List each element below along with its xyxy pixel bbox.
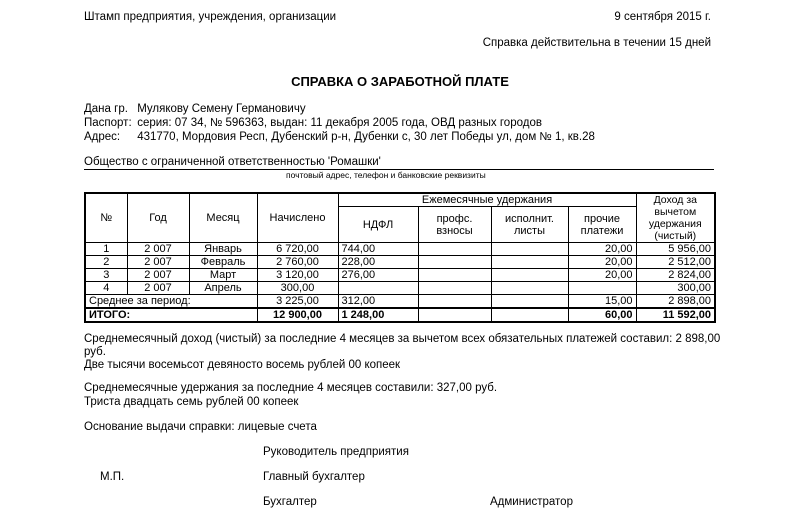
col-union: профс. взносы xyxy=(418,207,491,243)
cell-other xyxy=(568,282,636,295)
total-row xyxy=(85,308,715,322)
address-label: Адрес: xyxy=(84,131,121,143)
cell-month: Апрель xyxy=(189,282,257,295)
table-row xyxy=(85,243,715,256)
signature-administrator: Администратор xyxy=(490,496,573,508)
cell-union xyxy=(418,282,491,295)
recipient-name: Мулякову Семену Германовичу xyxy=(137,103,306,115)
col-net: Доход за вычетом удержания (чистый) xyxy=(636,193,715,243)
cell-accrued: 6 720,00 xyxy=(257,243,338,256)
address-line xyxy=(84,131,595,143)
cell-month: Март xyxy=(189,269,257,282)
cell-writs xyxy=(491,243,568,256)
cell-net: 300,00 xyxy=(636,282,715,295)
recipient-label: Дана гр. xyxy=(84,103,128,115)
average-label: Среднее за период: xyxy=(85,295,257,309)
recipient-line xyxy=(84,103,306,115)
salary-table xyxy=(84,192,716,323)
validity-note: Справка действительна в течении 15 дней xyxy=(482,37,711,49)
total-union xyxy=(418,308,491,322)
average-union xyxy=(418,295,491,309)
average-net: 2 898,00 xyxy=(636,295,715,309)
deduction-in-words: Триста двадцать семь рублей 00 копеек xyxy=(84,396,299,408)
organization-subtitle: почтовый адрес, телефон и банковские реквизиты xyxy=(286,170,486,180)
cell-other: 20,00 xyxy=(568,243,636,256)
passport-label: Паспорт: xyxy=(84,117,132,129)
total-ndfl: 1 248,00 xyxy=(338,308,418,322)
cell-ndfl: 228,00 xyxy=(338,256,418,269)
average-other: 15,00 xyxy=(568,295,636,309)
page-title: СПРАВКА О ЗАРАБОТНОЙ ПЛАТЕ xyxy=(291,74,509,89)
cell-ndfl xyxy=(338,282,418,295)
total-net: 11 592,00 xyxy=(636,308,715,322)
signature-director: Руководитель предприятия xyxy=(263,446,409,458)
cell-writs xyxy=(491,256,568,269)
cell-num: 2 xyxy=(85,256,127,269)
average-row xyxy=(85,295,715,309)
stamp-label: Штамп предприятия, учреждения, организации xyxy=(84,11,337,23)
total-label: ИТОГО: xyxy=(85,308,257,322)
cell-ndfl: 744,00 xyxy=(338,243,418,256)
cell-month: Январь xyxy=(189,243,257,256)
income-in-words: Две тысячи восемьсот девяносто восемь рублей 00 копеек xyxy=(84,359,401,371)
col-year: Год xyxy=(127,193,189,243)
cell-writs xyxy=(491,269,568,282)
col-writs: исполнит. листы xyxy=(491,207,568,243)
cell-writs xyxy=(491,282,568,295)
table-row xyxy=(85,282,715,295)
seal-place: М.П. xyxy=(100,471,125,483)
total-writs xyxy=(491,308,568,322)
table-row xyxy=(85,269,715,282)
col-ndfl: НДФЛ xyxy=(338,207,418,243)
total-accrued: 12 900,00 xyxy=(257,308,338,322)
cell-year: 2 007 xyxy=(127,282,189,295)
cell-union xyxy=(418,243,491,256)
table-row xyxy=(85,256,715,269)
total-other: 60,00 xyxy=(568,308,636,322)
signature-accountant: Бухгалтер xyxy=(263,496,317,508)
cell-union xyxy=(418,269,491,282)
signature-chief-accountant: Главный бухгалтер xyxy=(263,471,365,483)
cell-num: 4 xyxy=(85,282,127,295)
cell-year: 2 007 xyxy=(127,256,189,269)
average-writs xyxy=(491,295,568,309)
cell-union xyxy=(418,256,491,269)
cell-other: 20,00 xyxy=(568,256,636,269)
cell-year: 2 007 xyxy=(127,243,189,256)
cell-net: 2 512,00 xyxy=(636,256,715,269)
cell-year: 2 007 xyxy=(127,269,189,282)
col-other: прочие платежи xyxy=(568,207,636,243)
passport-line xyxy=(84,117,542,129)
cell-num: 1 xyxy=(85,243,127,256)
cell-accrued: 3 120,00 xyxy=(257,269,338,282)
cell-ndfl: 276,00 xyxy=(338,269,418,282)
cell-accrued: 2 760,00 xyxy=(257,256,338,269)
cell-accrued: 300,00 xyxy=(257,282,338,295)
average-ndfl: 312,00 xyxy=(338,295,418,309)
income-summary-unit: руб. xyxy=(84,346,106,358)
average-accrued: 3 225,00 xyxy=(257,295,338,309)
col-num: № xyxy=(85,193,127,243)
col-month: Месяц xyxy=(189,193,257,243)
cell-num: 3 xyxy=(85,269,127,282)
document-date: 9 сентября 2015 г. xyxy=(614,11,711,23)
cell-other: 20,00 xyxy=(568,269,636,282)
cell-net: 5 956,00 xyxy=(636,243,715,256)
issue-basis: Основание выдачи справки: лицевые счета xyxy=(84,421,317,433)
passport-value: серия: 07 34, № 596363, выдан: 11 декабря 2005 года, ОВД разных городов xyxy=(137,117,542,129)
cell-month: Февраль xyxy=(189,256,257,269)
deduction-summary: Среднемесячные удержания за последние 4 месяцев составили: 327,00 руб. xyxy=(84,382,498,394)
address-value: 431770, Мордовия Респ, Дубенский р-н, Дубенки с, 30 лет Победы ул, дом № 1, кв.28 xyxy=(137,131,595,143)
organization-name: Общество с ограниченной ответственностью 'Ромашки' xyxy=(84,156,714,170)
col-deductions-group: Ежемесячные удержания xyxy=(338,193,636,207)
cell-net: 2 824,00 xyxy=(636,269,715,282)
col-accrued: Начислено xyxy=(257,193,338,243)
income-summary: Среднемесячный доход (чистый) за последние 4 месяцев за вычетом всех обязательных платежей составил: 2 898,00 xyxy=(84,333,721,345)
